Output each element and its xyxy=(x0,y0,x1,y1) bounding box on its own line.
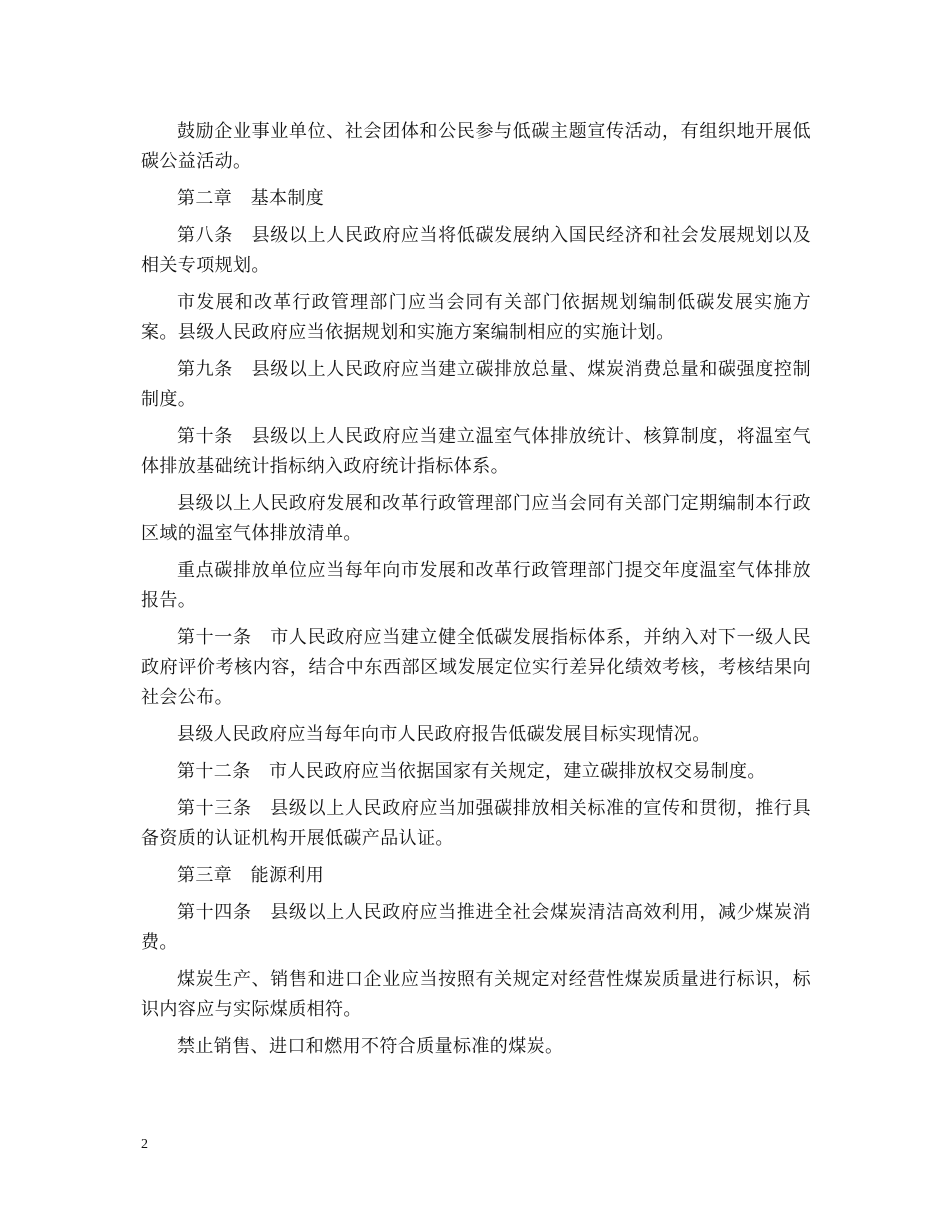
paragraph: 第十一条 市人民政府应当建立健全低碳发展指标体系，并纳入对下一级人民政府评价考核内容，结合中东西部区域发展定位实行差异化绩效考核，考核结果向社会公布。 xyxy=(141,627,811,708)
paragraph: 鼓励企业事业单位、社会团体和公民参与低碳主题宣传活动，有组织地开展低碳公益活动。 xyxy=(141,121,811,172)
paragraph: 市发展和改革行政管理部门应当会同有关部门依据规划编制低碳发展实施方案。县级人民政府应当依据规划和实施方案编制相应的实施计划。 xyxy=(141,292,811,343)
paragraph: 县级以上人民政府发展和改革行政管理部门应当会同有关部门定期编制本行政区域的温室气体排放清单。 xyxy=(141,493,811,544)
paragraph: 县级人民政府应当每年向市人民政府报告低碳发展目标实现情况。 xyxy=(177,724,711,745)
paragraph: 煤炭生产、销售和进口企业应当按照有关规定对经营性煤炭质量进行标识，标识内容应与实际煤质相符。 xyxy=(141,969,811,1020)
page-number: 2 xyxy=(141,1137,148,1152)
paragraph: 第十三条 县级以上人民政府应当加强碳排放相关标准的宣传和贯彻，推行具备资质的认证机构开展低碳产品认证。 xyxy=(141,798,811,849)
chapter-heading: 第三章 能源利用 xyxy=(177,865,325,886)
document-body xyxy=(141,117,811,1069)
paragraph: 第九条 县级以上人民政府应当建立碳排放总量、煤炭消费总量和碳强度控制制度。 xyxy=(141,359,811,410)
paragraph: 第十二条 市人民政府应当依据国家有关规定，建立碳排放权交易制度。 xyxy=(177,761,766,782)
paragraph: 第八条 县级以上人民政府应当将低碳发展纳入国民经济和社会发展规划以及相关专项规划。 xyxy=(141,225,811,276)
paragraph: 禁止销售、进口和燃用不符合质量标准的煤炭。 xyxy=(177,1036,564,1057)
chapter-heading: 第二章 基本制度 xyxy=(177,188,325,209)
paragraph: 第十四条 县级以上人民政府应当推进全社会煤炭清洁高效利用，减少煤炭消费。 xyxy=(141,902,811,953)
paragraph: 重点碳排放单位应当每年向市发展和改革行政管理部门提交年度温室气体排放报告。 xyxy=(141,560,811,611)
paragraph: 第十条 县级以上人民政府应当建立温室气体排放统计、核算制度，将温室气体排放基础统计指标纳入政府统计指标体系。 xyxy=(141,426,811,477)
